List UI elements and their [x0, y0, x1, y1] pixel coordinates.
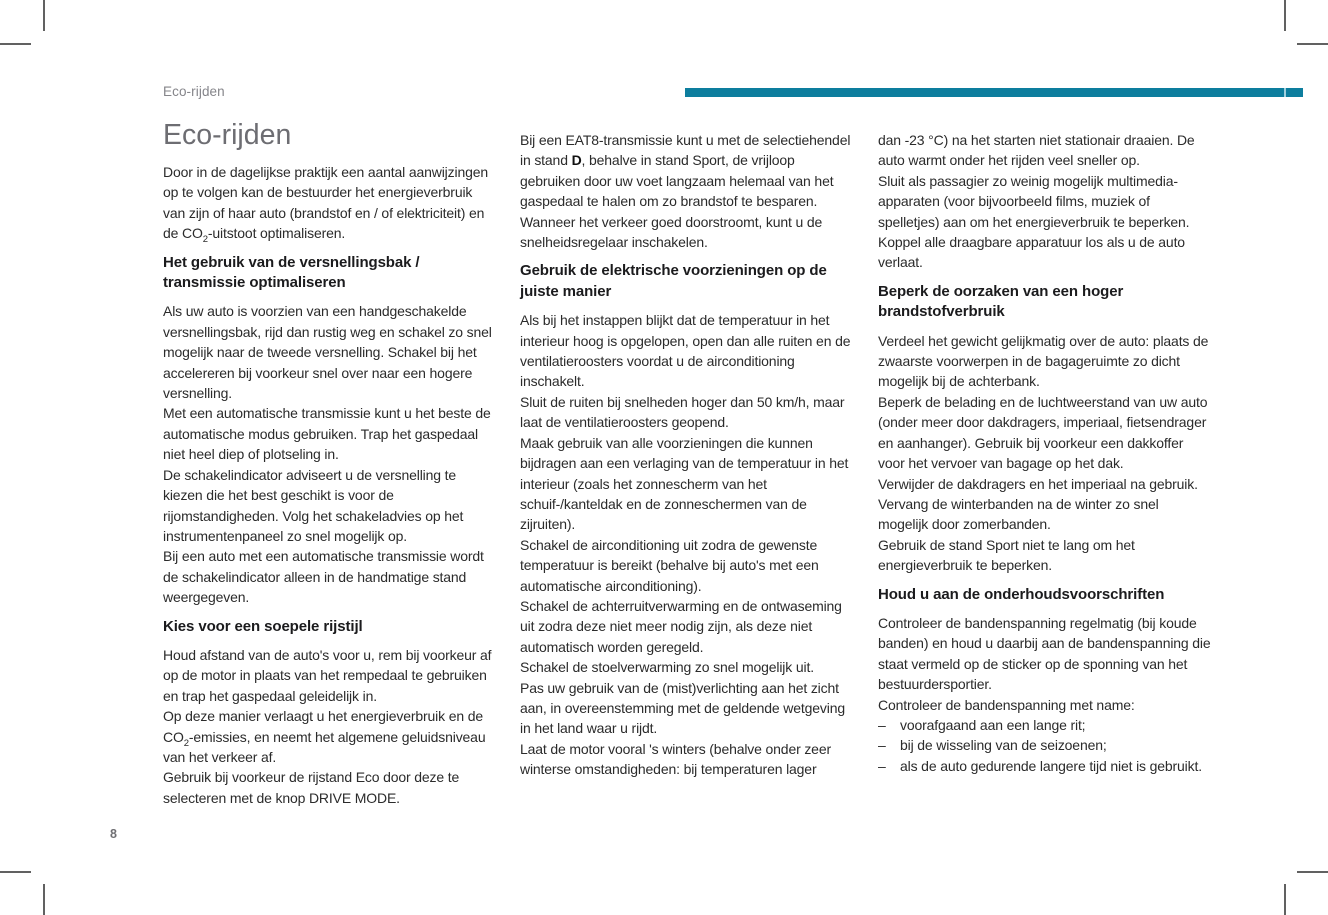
column-3 [878, 130, 1212, 776]
column-2 [520, 130, 854, 780]
body-paragraph: Bij een EAT8-transmissie kunt u met de selectiehendel in stand D, behalve in stand Sport, de vrijloop gebruiken door uw voet langzaam helemaal van het gaspedaal te halen om zo brandstof te besparen. [520, 132, 851, 210]
list-item-marker: – [878, 757, 886, 774]
list-item [878, 735, 1212, 755]
body-paragraph: Als bij het instappen blijkt dat de temperatuur in het interieur hoog is opgelopen, open dan alle ruiten en de ventilatieroosters voordat u de airconditioning inschakelt. [520, 312, 851, 390]
list-item-text: voorafgaand aan een lange rit; [900, 716, 1086, 733]
body-paragraph: De schakelindicator adviseert u de versnelling te kiezen die het best geschikt is voor de rijomstandigheden. Volg het schakeladvies op het instrumentenpaneel zo snel mogelijk op. [163, 466, 464, 544]
section-heading: Beperk de oorzaken van een hoger brandstofverbruik [878, 282, 1124, 321]
body-paragraph: Verwijder de dakdragers en het imperiaal na gebruik. [878, 475, 1198, 492]
body-paragraph: Als uw auto is voorzien van een handgeschakelde versnellingsbak, rijd dan rustig weg en schakel zo snel mogelijk naar de tweede versnelling. Schakel bij het accelereren bij voorkeur snel over naar een hogere versnelling. [163, 303, 492, 402]
body-paragraph: Gebruik bij voorkeur de rijstand Eco door deze te selecteren met de knop DRIVE MODE. [163, 769, 460, 806]
running-header: Eco-rijden [163, 84, 225, 99]
body-paragraph: Op deze manier verlaagt u het energieverbruik en de $CO_2$-emissies, en neemt het algemene geluidsniveau van het verkeer af. [163, 708, 486, 765]
crop-mark [1297, 871, 1328, 873]
body-paragraph: Koppel alle draagbare apparatuur los als u de auto verlaat. [878, 234, 1185, 271]
body-paragraph: Met een automatische transmissie kunt u het beste de automatische modus gebruiken. Trap het gaspedaal niet heel diep of plotseling in. [163, 405, 491, 463]
accent-bar-divider [1284, 88, 1286, 97]
list-item [878, 756, 1212, 776]
body-paragraph: Schakel de airconditioning uit zodra de gewenste temperatuur is bereikt (behalve bij auto's met een automatische airconditioning). [520, 536, 819, 594]
body-paragraph: Controleer de bandenspanning regelmatig (bij koude banden) en houd u daarbij aan de bandenspanning die staat vermeld op de sticker op de sponning van het bestuurdersportier. [878, 614, 1211, 693]
body-paragraph: Door in de dagelijkse praktijk een aantal aanwijzingen op te volgen kan de bestuurder het energieverbruik van zijn of haar auto (brandstof en / of elektriciteit) en de $CO_2$-uitstoot optimaliseren. [163, 164, 488, 246]
crop-mark [0, 43, 31, 45]
section-heading: Kies voor een soepele rijstijl [163, 617, 363, 635]
section-heading: Gebruik de elektrische voorzieningen op de juiste manier [520, 262, 827, 300]
body-paragraph: Wanneer het verkeer goed doorstroomt, kunt u de snelheidsregelaar inschakelen. [520, 213, 823, 251]
section-heading: Houd u aan de onderhoudsvoorschriften [878, 585, 1165, 603]
body-paragraph: Bij een auto met een automatische transmissie wordt de schakelindicator alleen in de handmatige stand weergegeven. [163, 548, 484, 606]
list-item-text: als de auto gedurende langere tijd niet is gebruikt. [900, 757, 1202, 774]
list-item-marker: – [878, 737, 886, 754]
list-item [878, 715, 1212, 735]
crop-mark [1284, 0, 1286, 31]
body-paragraph: Schakel de achterruitverwarming en de ontwaseming uit zodra deze niet meer nodig zijn, als deze niet automatisch worden geregeld. [520, 597, 842, 655]
list-item-marker: – [878, 716, 886, 733]
body-paragraph: Pas uw gebruik van de (mist)verlichting aan het zicht aan, in overeenstemming met de geldende wetgeving in het land waar u rijdt. [520, 679, 845, 737]
body-paragraph: Houd afstand van de auto's voor u, rem bij voorkeur af op de motor in plaats van het rempedaal te gebruiken en trap het gaspedaal geleidelijk in. [163, 646, 492, 704]
body-paragraph: Beperk de belading en de luchtweerstand van uw auto (onder meer door dakdragers, imperiaal, fietsendrager en aanhanger). Gebruik bij voorkeur een dakkoffer voor het vervoer van bagage op het dak. [878, 393, 1208, 472]
list-item-text: bij de wisseling van de seizoenen; [900, 737, 1107, 754]
body-paragraph: Schakel de stoelverwarming zo snel mogelijk uit. [520, 659, 814, 676]
crop-mark [43, 884, 45, 915]
body-paragraph: Verdeel het gewicht gelijkmatig over de auto: plaats de zwaarste voorwerpen in de bagageruimte zo dicht mogelijk bij de achterbank. [878, 332, 1209, 390]
crop-mark [1284, 884, 1286, 915]
body-paragraph: dan -23 °C) na het starten niet stationair draaien. De auto warmt onder het rijden veel sneller op. [878, 132, 1195, 169]
page-number: 8 [110, 827, 117, 841]
body-paragraph: Sluit als passagier zo weinig mogelijk multimedia-apparaten (voor bijvoorbeeld films, muziek of spelletjes) aan om het energieverbruik te beperken. [878, 172, 1190, 230]
crop-mark [43, 0, 45, 31]
header-accent-bar [685, 88, 1303, 97]
body-paragraph: Vervang de winterbanden na de winter zo snel mogelijk door zomerbanden. [878, 495, 1159, 533]
column-1 [163, 120, 497, 808]
body-paragraph: Controleer de bandenspanning met name: [878, 696, 1135, 713]
crop-mark [1297, 43, 1328, 45]
section-heading: Het gebruik van de versnellingsbak / transmissie optimaliseren [163, 253, 420, 292]
body-paragraph: Maak gebruik van alle voorzieningen die kunnen bijdragen aan een verlaging van de temperatuur in het interieur (zoals het zonnescherm van het schuif-/kanteldak en de zonneschermen van de zijruiten). [520, 434, 849, 533]
crop-mark [0, 871, 31, 873]
body-paragraph: Laat de motor vooral 's winters (behalve onder zeer winterse omstandigheden: bij temperaturen lager [520, 740, 831, 778]
page-title: Eco-rijden [163, 119, 292, 151]
body-paragraph: Sluit de ruiten bij snelheden hoger dan 50 km/h, maar laat de ventilatieroosters geopend. [520, 393, 845, 431]
body-paragraph: Gebruik de stand Sport niet te lang om het energieverbruik te beperken. [878, 536, 1135, 574]
